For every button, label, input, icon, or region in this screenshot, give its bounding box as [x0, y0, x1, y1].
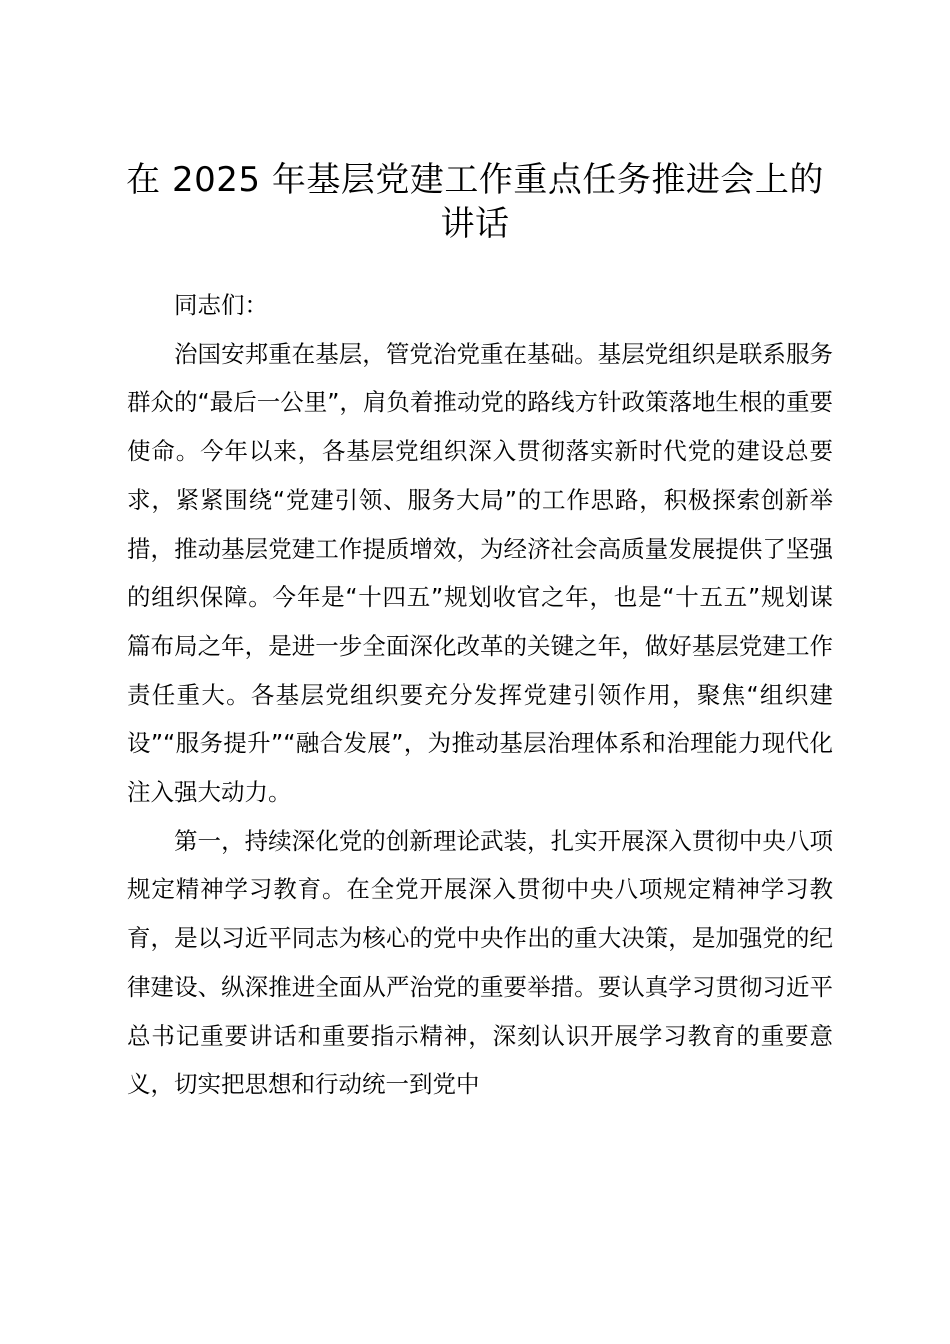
document-title	[120, 158, 830, 246]
document-body	[127, 281, 833, 1109]
paragraph-2: 第一，持续深化党的创新理论武装，扎实开展深入贯彻中央八项规定精神学习教育。在全党开展深入贯彻中央八项规定精神学习教育，是以习近平同志为核心的党中央作出的重大决策，是加强党的纪律建设、纵深推进全面从严治党的重要举措。要认真学习贯彻习近平总书记重要讲话和重要指示精神，深刻认识开展学习教育的重要意义，切实把思想和行动统一到党中	[127, 826, 833, 1099]
paragraph-1: 治国安邦重在基层，管党治党重在基础。基层党组织是联系服务群众的“最后一公里”，肩负着推动党的路线方针政策落地生根的重要使命。今年以来，各基层党组织深入贯彻落实新时代党的建设总要求，紧紧围绕“党建引领、服务大局”的工作思路，积极探索创新举措，推动基层党建工作提质增效，为经济社会高质量发展提供了坚强的组织保障。今年是“十四五”规划收官之年，也是“十五五”规划谋篇布局之年，是进一步全面深化改革的关键之年，做好基层党建工作责任重大。各基层党组织要充分发挥党建引领作用，聚焦“组织建设”“服务提升”“融合发展”，为推动基层治理体系和治理能力现代化注入强大动力。	[127, 339, 833, 807]
document-title-line-2: 讲话	[440, 204, 510, 244]
document-title-line-1: 在 2025 年基层党建工作重点任务推进会上的	[126, 160, 824, 200]
salutation: 同志们：	[174, 291, 268, 319]
